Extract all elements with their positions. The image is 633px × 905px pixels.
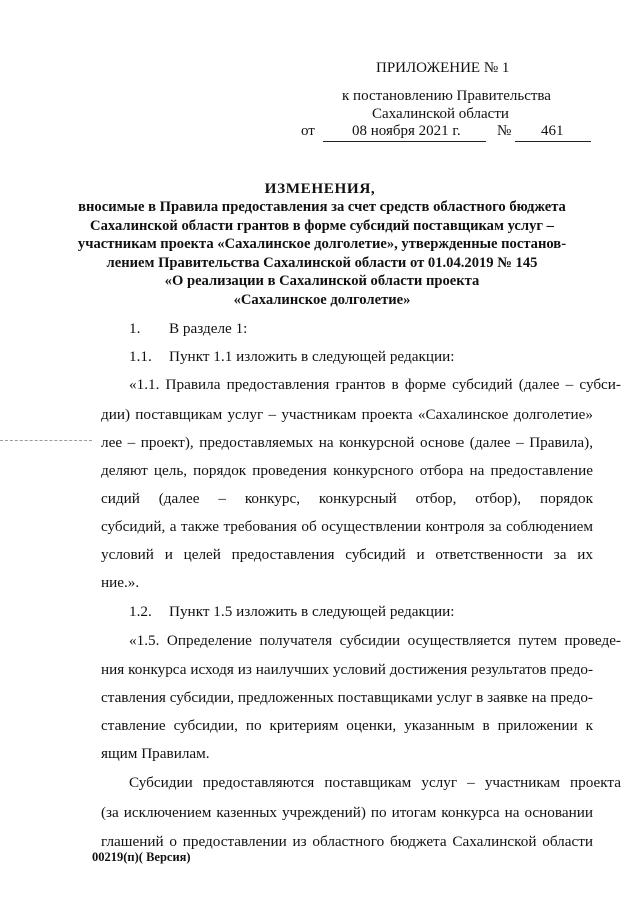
paragraph-1-line: дии) поставщикам услуг – участникам проекта «Сахалинское долголетие» [101,406,593,423]
paragraph-2-line: ящим Правилам. [101,745,210,762]
region-name: Сахалинской области [372,106,509,122]
document-code: 00219(п) [92,850,139,864]
paragraph-3-line: глашений о предоставлении из областного бюджета Сахалинской области [101,833,593,850]
paragraph-2-line: «1.5. Определение получателя субсидии осуществляется путем проведе- [129,632,621,649]
number-label: № [497,123,512,139]
paragraph-1-line: «1.1. Правила предоставления грантов в форме субсидий (далее – субси- [129,376,621,393]
paragraph-3-line: (за исключением казенных учреждений) по итогам конкурса на основании [101,804,593,821]
paragraph-1-line: условий и целей предоставления субсидий и ответственности за их [101,546,593,563]
item-number: 1.1. [129,348,152,365]
item-text: Пункт 1.5 изложить в следующей редакции: [169,603,455,620]
subtitle-line: лением Правительства Сахалинской области от 01.04.2019 № 145 [106,254,538,271]
appendix-label: ПРИЛОЖЕНИЕ № 1 [376,60,510,76]
resolution-reference: к постановлению Правительства [342,88,551,104]
document-title: ИЗМЕНЕНИЯ, [264,180,376,197]
paragraph-1-line: сидий (далее – конкурс, конкурсный отбор, отбор), порядок [101,490,593,507]
document-subtitle [72,198,572,310]
paragraph-1-line: субсидий, а также требования об осуществлении контроля за соблюдением [101,518,593,535]
subtitle-line: вносимые в Правила предоставления за счет средств областного бюджета [78,199,566,215]
paragraph-3-line: Субсидии предоставляются поставщикам услуг – участникам проекта [129,774,621,791]
item-text: Пункт 1.1 изложить в следующей редакции: [169,348,455,365]
item-1-1 [101,346,621,368]
item-number: 1.2. [129,603,152,620]
resolution-date: 08 ноября 2021 г. [352,123,461,139]
item-1 [101,318,621,340]
subtitle-line: «О реализации в Сахалинской области проекта [164,273,480,290]
item-number: 1. [129,320,141,337]
paragraph-2-line: ния конкурса исходя из наилучших условий достижения результатов предо- [101,661,593,678]
paragraph-2-line: ставления субсидии, предложенных поставщиками услуг в заявке на предо- [101,689,593,706]
resolution-number: 461 [541,123,564,139]
item-text: В разделе 1: [169,320,248,337]
item-1-2 [101,601,621,623]
from-label: от [301,123,315,139]
scan-artifact-line [0,440,92,441]
paragraph-2-line: ставление субсидии, по критериям оценки, указанным в приложении к [101,717,593,734]
paragraph-1-line: деляют цель, порядок проведения конкурсного отбора на предоставление [101,462,593,479]
subtitle-line: Сахалинской области грантов в форме субсидий поставщикам услуг – [90,217,554,234]
paragraph-1-line: ние.». [101,574,140,591]
subtitle-line: участникам проекта «Сахалинское долголетие», утвержденные постанов- [77,236,567,253]
document-version: ( Версия) [138,850,191,864]
paragraph-1-line: лее – проект), предоставляемых на конкурсной основе (далее – Правила), [101,434,593,451]
subtitle-line: «Сахалинское долголетие» [233,291,411,308]
document-footer [92,850,191,865]
